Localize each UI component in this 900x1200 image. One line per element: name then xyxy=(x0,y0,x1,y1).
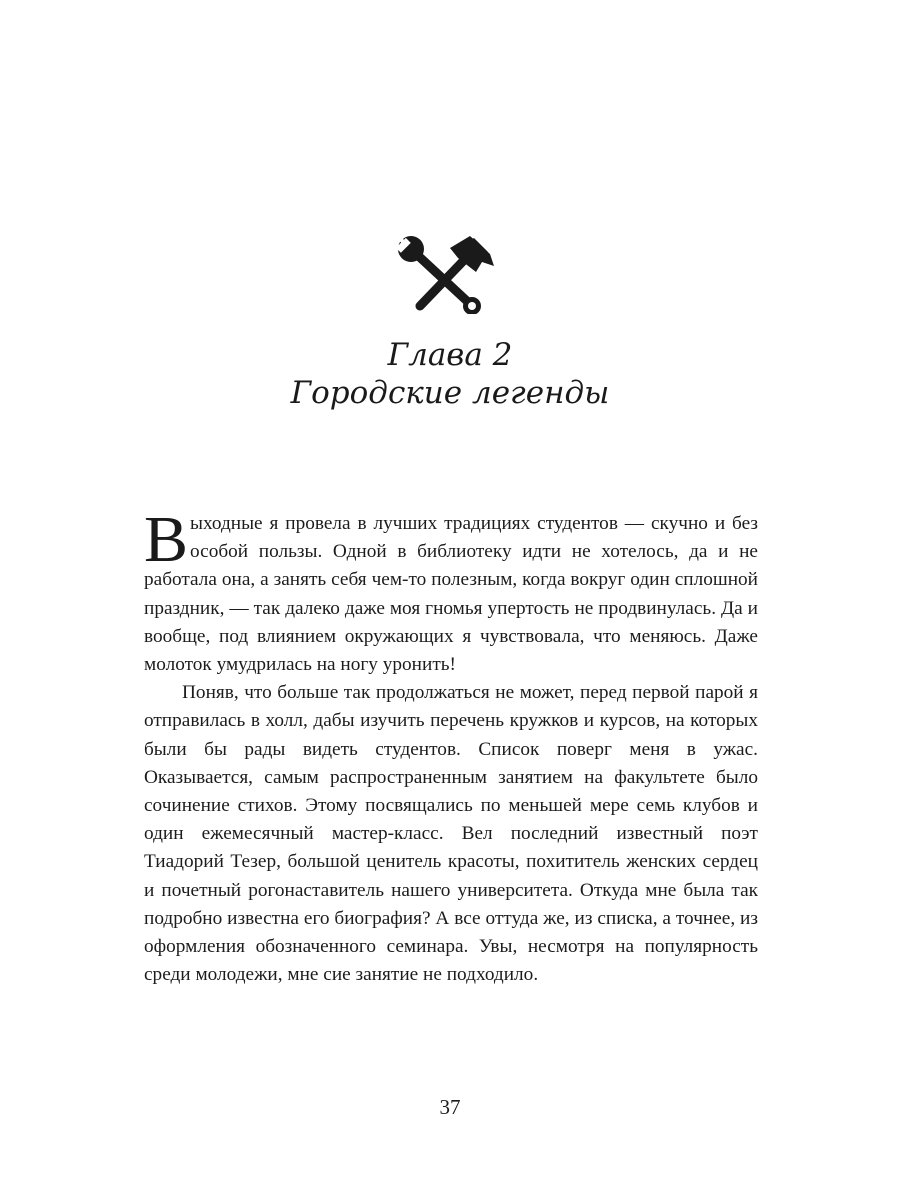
page-number: 37 xyxy=(439,1095,461,1119)
chapter-heading xyxy=(0,336,900,412)
paragraph-1 xyxy=(144,503,758,679)
paragraph-2: Поняв, что больше так продолжаться не может, перед первой парой я отправилась в холл, дабы изучить перечень кружков и курсов, на которых были бы рады видеть студентов. Список поверг меня в ужас. Оказывается, самым распространенным занятием на факультете было сочинение стихов. Этому посвящались по меньшей мере семь клубов и один ежемесячный мастер-класс. Вел последний известный поэт Тиадорий Тезер, большой ценитель красоты, похититель женских сердец и почетный рогонаставитель нашего университета. Откуда мне была так подробно известна его биография? А все оттуда же, из списка, а точнее, из оформления обозначенного семинара. Увы, несмотря на популярность среди молодежи, мне сие занятие не подходило. xyxy=(144,682,758,986)
chapter-body xyxy=(144,503,758,989)
chapter-title: Городские легенды xyxy=(290,375,610,411)
drop-cap: В xyxy=(144,503,189,576)
crossed-wrench-hammer-icon xyxy=(398,236,494,314)
chapter-label: Глава 2 xyxy=(387,337,513,373)
paragraph-1-text: ыходные я провела в лучших традициях студентов — скучно и без особой пользы. Одной в библиотеку идти не хотелось, да и не работала она, а занять себя чем-то полезным, когда вокруг один сплошной праздник, — так далеко даже моя гномья упертость не продвинулась. Да и вообще, под влиянием окружающих я чувствовала, что меняюсь. Даже молоток умудрилась на ногу уронить! xyxy=(144,513,758,676)
